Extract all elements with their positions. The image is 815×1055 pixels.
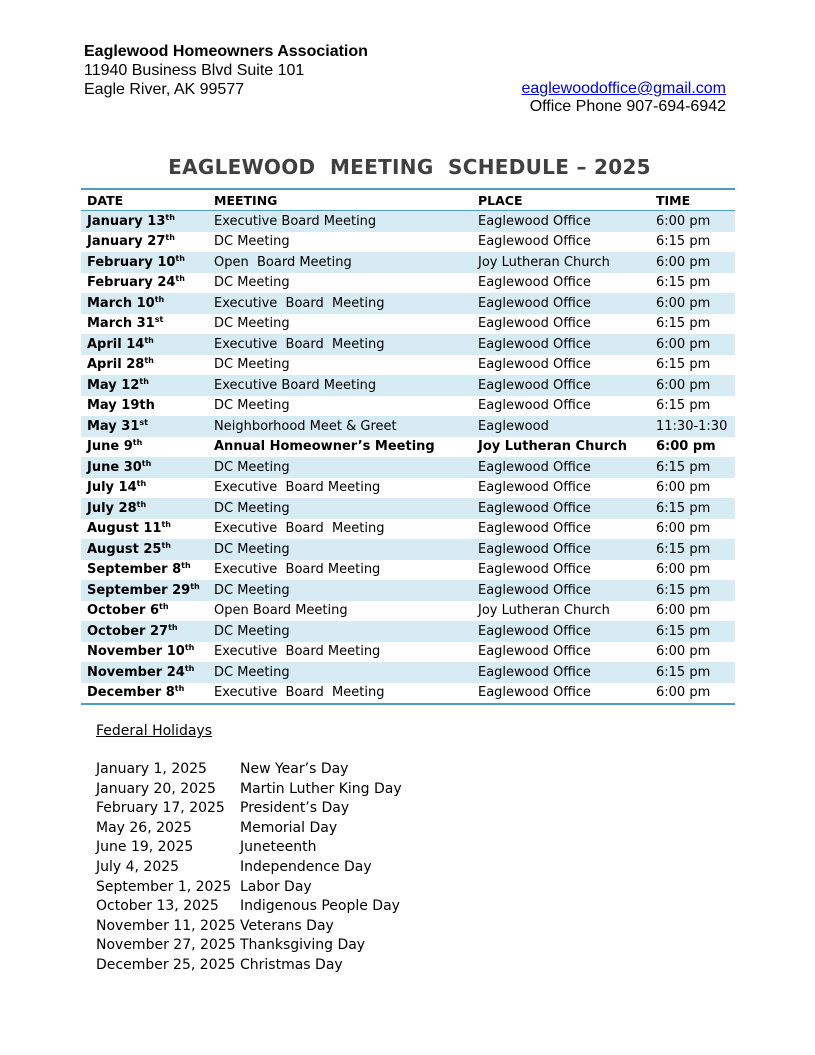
org-name: Eaglewood Homeowners Association — [84, 43, 368, 60]
holiday-date: November 27, 2025 — [96, 937, 236, 954]
meeting-place: Eaglewood Office — [478, 316, 591, 332]
meeting-name: DC Meeting — [208, 621, 472, 642]
meeting-time: 6:15 pm — [650, 662, 735, 683]
meeting-date-text: April 14 — [87, 336, 145, 352]
meeting-place: Eaglewood Office — [478, 562, 591, 578]
date-ordinal-suffix: th — [184, 643, 195, 653]
meeting-time: 6:00 pm — [650, 252, 735, 273]
meeting-name: DC Meeting — [208, 662, 472, 683]
date-ordinal-suffix: st — [139, 417, 148, 427]
meeting-date — [81, 621, 208, 642]
table-row — [81, 334, 735, 355]
meeting-time: 6:00 pm — [656, 562, 711, 578]
holidays-title: Federal Holidays — [96, 723, 212, 739]
meeting-place: Eaglewood Office — [472, 498, 650, 519]
holiday-name: Indigenous People Day — [240, 898, 400, 915]
date-ordinal-suffix: th — [165, 212, 175, 222]
holiday-date: June 19, 2025 — [96, 839, 194, 856]
meeting-name: DC Meeting — [208, 457, 472, 478]
table-row — [81, 273, 735, 294]
holiday-name: Juneteenth — [240, 839, 317, 856]
meeting-date — [81, 416, 208, 437]
meeting-time: 6:00 pm — [650, 334, 735, 355]
meeting-date — [81, 642, 208, 663]
meeting-name: Executive Board Meeting — [214, 644, 381, 660]
holiday-date: May 26, 2025 — [96, 819, 192, 836]
meeting-date — [81, 211, 208, 232]
meeting-place: Eaglewood Office — [472, 457, 650, 478]
meeting-place: Eaglewood Office — [478, 357, 591, 373]
date-ordinal-suffix: th — [144, 335, 154, 345]
address-line-2: Eagle River, AK 99577 — [84, 81, 245, 98]
table-row — [81, 457, 735, 478]
meeting-schedule-table — [81, 188, 735, 705]
meeting-name: Executive Board Meeting — [208, 375, 472, 396]
table-row — [81, 211, 735, 232]
meeting-time: 6:00 pm — [650, 211, 735, 232]
table-row — [81, 314, 735, 335]
date-ordinal-suffix: th — [165, 233, 175, 243]
meeting-time: 11:30-1:30 — [650, 416, 735, 437]
meeting-name: Executive Board Meeting — [208, 211, 472, 232]
meeting-date — [81, 683, 208, 705]
holiday-name: Memorial Day — [240, 819, 338, 836]
meeting-place: Eaglewood Office — [472, 334, 650, 355]
federal-holidays — [96, 723, 402, 976]
meeting-date-text: February 10 — [87, 254, 176, 270]
date-ordinal-suffix: th — [168, 622, 178, 632]
table-row — [81, 252, 735, 273]
meeting-name: Neighborhood Meet & Greet — [208, 416, 472, 437]
meeting-date-text: November 10 — [87, 644, 185, 660]
address-line-1: 11940 Business Blvd Suite 101 — [84, 62, 305, 79]
meeting-date — [81, 232, 208, 253]
meeting-name: DC Meeting — [214, 316, 290, 332]
page-title-text: EAGLEWOOD MEETING SCHEDULE – 2025 — [168, 155, 651, 179]
holiday-date: November 11, 2025 — [96, 917, 236, 934]
holiday-date: July 4, 2025 — [96, 858, 180, 875]
date-ordinal-suffix: th — [181, 561, 191, 571]
meeting-date-text: October 27 — [87, 623, 169, 639]
meeting-time: 6:00 pm — [656, 480, 711, 496]
table-header-row — [81, 189, 735, 211]
holiday-date: September 1, 2025 — [96, 878, 232, 895]
holiday-date: October 13, 2025 — [96, 898, 219, 915]
meeting-time: 6:00 pm — [656, 603, 711, 619]
date-ordinal-suffix: th — [132, 438, 143, 448]
table-row — [81, 478, 735, 499]
meeting-date — [81, 539, 208, 560]
date-ordinal-suffix: th — [175, 274, 185, 284]
meeting-place: Eaglewood Office — [472, 621, 650, 642]
holiday-date: January 1, 2025 — [96, 761, 207, 777]
meeting-place: Eaglewood Office — [478, 521, 591, 537]
meeting-date — [81, 396, 208, 417]
holiday-date: January 20, 2025 — [96, 780, 216, 797]
meeting-date — [81, 478, 208, 499]
meeting-name: Executive Board Meeting — [214, 562, 381, 578]
holiday-item — [96, 897, 402, 917]
meeting-time: 6:15 pm — [656, 316, 711, 332]
table-row — [81, 642, 735, 663]
table-row — [81, 539, 735, 560]
meeting-date-text: May 31 — [87, 418, 140, 434]
date-ordinal-suffix: th — [154, 294, 165, 304]
date-ordinal-suffix: st — [154, 315, 164, 325]
meeting-place: Eaglewood Office — [478, 685, 591, 701]
meeting-time: 6:15 pm — [650, 539, 735, 560]
meeting-date — [81, 273, 208, 294]
meeting-place: Eaglewood Office — [478, 644, 591, 660]
meeting-place: Eaglewood Office — [472, 539, 650, 560]
meeting-date — [81, 662, 208, 683]
meeting-date-text: March 31 — [87, 316, 155, 332]
date-ordinal-suffix: th — [184, 663, 195, 673]
meeting-date-text: May 19th — [87, 398, 155, 414]
holiday-date: February 17, 2025 — [96, 800, 225, 817]
meeting-time: 6:00 pm — [650, 293, 735, 314]
table-row — [81, 293, 735, 314]
meeting-date-text: March 10 — [87, 295, 155, 311]
meeting-time: 6:15 pm — [650, 621, 735, 642]
meeting-name: DC Meeting — [208, 580, 472, 601]
column-header-meeting: MEETING — [208, 189, 472, 211]
date-ordinal-suffix: th — [174, 684, 185, 694]
table-row — [81, 560, 735, 581]
column-header-date: DATE — [81, 189, 208, 211]
meeting-time: 6:00 pm — [656, 521, 711, 537]
meeting-name: Executive Board Meeting — [214, 685, 385, 701]
meeting-date-text: June 30 — [87, 459, 142, 475]
date-ordinal-suffix: th — [136, 499, 147, 509]
holiday-item — [96, 858, 402, 878]
meeting-date — [81, 580, 208, 601]
table-row — [81, 437, 735, 458]
meeting-date — [81, 498, 208, 519]
meeting-place: Joy Lutheran Church — [478, 603, 610, 619]
table-row — [81, 416, 735, 437]
org-header — [84, 42, 368, 99]
column-header-time: TIME — [650, 189, 735, 211]
table-row — [81, 662, 735, 683]
meeting-time: 6:15 pm — [656, 357, 711, 373]
meeting-date — [81, 355, 208, 376]
meeting-date-text: September 8 — [87, 562, 182, 578]
holiday-name: Independence Day — [240, 858, 372, 875]
holiday-item — [96, 819, 402, 839]
meeting-date-text: April 28 — [87, 357, 145, 373]
meeting-date — [81, 560, 208, 581]
meeting-name: Executive Board Meeting — [214, 480, 381, 496]
meeting-name: Annual Homeowner’s Meeting — [214, 439, 435, 455]
meeting-name: Executive Board Meeting — [208, 293, 472, 314]
date-ordinal-suffix: th — [139, 376, 149, 386]
holiday-name: Thanksgiving Day — [240, 937, 366, 954]
meeting-place: Eaglewood Office — [478, 480, 591, 496]
meeting-date-text: June 9 — [87, 439, 133, 455]
table-row — [81, 498, 735, 519]
meeting-date — [81, 252, 208, 273]
page-title — [0, 155, 815, 179]
holiday-item — [96, 780, 402, 800]
meeting-name: Executive Board Meeting — [208, 334, 472, 355]
holiday-name: Labor Day — [240, 878, 312, 895]
meeting-place: Joy Lutheran Church — [472, 252, 650, 273]
holiday-item — [96, 760, 402, 780]
column-header-place: PLACE — [472, 189, 650, 211]
meeting-place: Eaglewood Office — [472, 375, 650, 396]
holiday-item — [96, 838, 402, 858]
holiday-name: President’s Day — [240, 800, 350, 817]
meeting-date-text: January 27 — [87, 234, 166, 250]
meeting-date — [81, 314, 208, 335]
holiday-item — [96, 799, 402, 819]
meeting-date-text: December 8 — [87, 685, 175, 701]
meeting-date-text: February 24 — [87, 275, 176, 291]
email-link[interactable]: eaglewoodoffice@gmail.com — [521, 80, 726, 97]
meeting-place: Eaglewood Office — [472, 293, 650, 314]
table-row — [81, 621, 735, 642]
meeting-time: 6:15 pm — [656, 234, 711, 250]
holiday-list — [96, 760, 402, 976]
meeting-date — [81, 601, 208, 622]
table-row — [81, 375, 735, 396]
meeting-date-text: July 14 — [87, 480, 137, 496]
contact-block — [522, 80, 727, 116]
meeting-date-text: January 13 — [87, 213, 166, 229]
meeting-time: 6:00 pm — [656, 685, 711, 701]
meeting-date — [81, 437, 208, 458]
meeting-place: Eaglewood Office — [478, 398, 591, 414]
table-row — [81, 601, 735, 622]
date-ordinal-suffix: th — [136, 479, 147, 489]
meeting-place: Eaglewood Office — [472, 580, 650, 601]
holiday-item — [96, 878, 402, 898]
holiday-name: New Year’s Day — [240, 761, 349, 777]
date-ordinal-suffix: th — [161, 520, 171, 530]
holiday-date: December 25, 2025 — [96, 956, 236, 973]
meeting-date — [81, 334, 208, 355]
holiday-item — [96, 917, 402, 937]
meeting-place: Eaglewood Office — [472, 211, 650, 232]
meeting-time: 6:15 pm — [656, 398, 711, 414]
meeting-name: DC Meeting — [208, 498, 472, 519]
meeting-place: Eaglewood Office — [472, 662, 650, 683]
meeting-name: Open Board Meeting — [214, 603, 348, 619]
meeting-time: 6:15 pm — [650, 457, 735, 478]
office-phone: Office Phone 907-694-6942 — [529, 98, 726, 115]
meeting-place: Eaglewood Office — [478, 234, 591, 250]
meeting-date-text: August 25 — [87, 541, 162, 557]
meeting-name: DC Meeting — [214, 398, 290, 414]
meeting-date — [81, 293, 208, 314]
holiday-name: Martin Luther King Day — [240, 780, 402, 797]
holiday-item — [96, 956, 402, 976]
date-ordinal-suffix: th — [159, 602, 169, 612]
meeting-name: DC Meeting — [214, 234, 290, 250]
table-row — [81, 396, 735, 417]
date-ordinal-suffix: th — [161, 540, 171, 550]
meeting-place: Eaglewood — [472, 416, 650, 437]
meeting-time: 6:15 pm — [650, 498, 735, 519]
meeting-time: 6:00 pm — [650, 375, 735, 396]
meeting-date-text: October 6 — [87, 603, 160, 619]
table-row — [81, 355, 735, 376]
meeting-place: Eaglewood Office — [478, 275, 591, 291]
table-row — [81, 519, 735, 540]
schedule-body — [81, 211, 735, 705]
meeting-date — [81, 375, 208, 396]
meeting-time: 6:15 pm — [656, 275, 711, 291]
meeting-date — [81, 519, 208, 540]
holiday-item — [96, 936, 402, 956]
table-row — [81, 580, 735, 601]
meeting-time: 6:15 pm — [650, 580, 735, 601]
table-row — [81, 232, 735, 253]
meeting-name: Executive Board Meeting — [214, 521, 385, 537]
meeting-date — [81, 457, 208, 478]
meeting-name: DC Meeting — [214, 357, 290, 373]
table-row — [81, 683, 735, 705]
holiday-name: Christmas Day — [240, 956, 343, 973]
holiday-name: Veterans Day — [240, 917, 334, 934]
date-ordinal-suffix: th — [190, 581, 200, 591]
date-ordinal-suffix: th — [144, 356, 154, 366]
meeting-date-text: July 28 — [87, 500, 137, 516]
meeting-place: Joy Lutheran Church — [478, 439, 627, 455]
meeting-date-text: May 12 — [87, 377, 140, 393]
date-ordinal-suffix: th — [141, 458, 152, 468]
meeting-time: 6:00 pm — [656, 439, 716, 455]
meeting-date-text: August 11 — [87, 521, 162, 537]
meeting-time: 6:00 pm — [656, 644, 711, 660]
date-ordinal-suffix: th — [175, 253, 185, 263]
meeting-date-text: November 24 — [87, 664, 185, 680]
meeting-name: DC Meeting — [214, 275, 290, 291]
meeting-name: Open Board Meeting — [208, 252, 472, 273]
meeting-name: DC Meeting — [208, 539, 472, 560]
meeting-date-text: September 29 — [87, 582, 191, 598]
